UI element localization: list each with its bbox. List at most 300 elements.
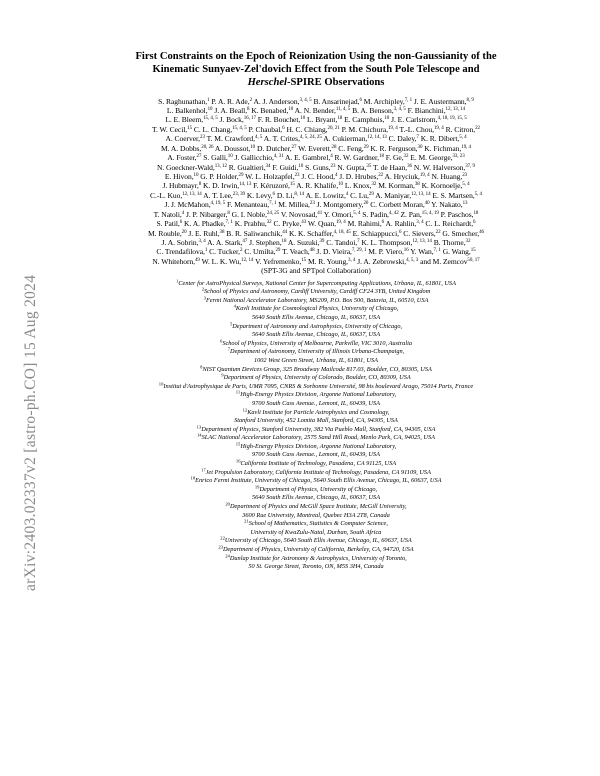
affiliation-number: 15 <box>235 441 241 447</box>
author-affiliation-marker: 4, 31 <box>273 154 284 160</box>
author-name: C. Trendafilova, <box>156 247 205 257</box>
author-affiliation-marker: 4 <box>181 210 185 216</box>
author-affiliation-marker: 10 <box>207 107 213 113</box>
author-affiliation-marker: 7 <box>416 135 419 141</box>
author-name: B. R. Saliwanchik, <box>226 228 283 238</box>
author-name: K. L. Thompson, <box>361 237 413 247</box>
author-affiliation-marker: 23 <box>200 135 205 141</box>
author-affiliation-marker: 10 <box>288 107 294 113</box>
author-name: C. Daley, <box>388 134 417 144</box>
author-affiliation-marker: 3, 4, 5 <box>393 107 406 113</box>
author-affiliation-marker: 10 <box>338 182 343 188</box>
author-name: M. A. Dobbs, <box>160 143 202 153</box>
affiliation-text: University of Chicago, 5640 South Ellis Avenue, Chicago, IL, 60637, USA <box>224 537 412 545</box>
author-name: M. Rahimi, <box>347 219 382 229</box>
author-name: H. C. Chiang, <box>286 124 328 134</box>
affiliation-line <box>60 512 572 521</box>
author-affiliation-marker: 4, 19, 5 <box>210 201 226 207</box>
author-name: C. Umilta, <box>244 247 276 257</box>
author-list <box>60 97 572 267</box>
affiliation-text: Department of Physics, University of Colorado, Boulder, CO, 80309, USA <box>223 374 411 382</box>
affiliation-text: Enrico Fermi Institute, University of Chicago, 5640 South Ellis Avenue, Chicago, IL, 60637, USA <box>195 477 442 485</box>
author-name: Y. Omori, <box>323 209 354 219</box>
author-name: B. Ansarinejad, <box>313 96 360 106</box>
author-name: B. Thorne, <box>433 237 466 247</box>
affiliation-line <box>60 460 572 469</box>
author-affiliation-marker: 18 <box>379 154 384 160</box>
author-name: K. Prabhu, <box>234 219 267 229</box>
author-name: J. Gallicchio, <box>234 153 274 163</box>
author-affiliation-marker: 2 <box>249 97 253 103</box>
author-name: Y. Nakato, <box>431 200 463 210</box>
author-name: F. Menanteau, <box>227 200 270 210</box>
author-affiliation-marker: 7, 1 <box>433 248 441 254</box>
author-name: P. M. Chichura, <box>341 124 388 134</box>
affiliation-number: 10 <box>158 381 164 387</box>
author-affiliation-marker: 10 <box>300 116 306 122</box>
author-affiliation-marker: 32 <box>403 154 409 160</box>
author-name: K. K. Schaffer, <box>288 228 334 238</box>
affiliation-text: 9700 South Cass Avenue., Lemont, IL, 60439, USA <box>252 399 380 407</box>
author-affiliation-marker: 8, 9 <box>466 97 474 103</box>
affiliation-line <box>60 409 572 418</box>
affiliation-entry <box>60 486 572 503</box>
author-affiliation-marker: 6 <box>272 191 275 197</box>
author-name: K. Fichman, <box>424 143 462 153</box>
author-name: C. Pryke, <box>273 219 302 229</box>
author-line <box>60 229 572 238</box>
author-affiliation-marker: 32 <box>465 238 471 244</box>
author-affiliation-marker: 39 <box>319 238 325 244</box>
author-affiliation-marker: 48 <box>309 248 315 254</box>
affiliation-line <box>60 417 572 426</box>
author-affiliation-marker: 1 <box>204 248 208 254</box>
author-name: A. Suzuki, <box>287 237 320 247</box>
affiliation-line <box>60 357 572 366</box>
author-name: E. S. Martsen, <box>432 190 475 200</box>
affiliation-text: School of Mathematics, Statistics & Computer Science, <box>248 520 388 528</box>
affiliation-number: 18 <box>190 475 196 481</box>
author-affiliation-marker: 38 <box>414 182 420 188</box>
affiliation-text: Department of Astronomy, University of Illinois Urbana-Champaign, <box>230 348 405 356</box>
author-line <box>60 238 572 247</box>
author-affiliation-marker: 4, 5, 3 <box>406 257 419 263</box>
author-name: E. M. George, <box>410 153 453 163</box>
author-affiliation-marker: 8 <box>227 210 230 216</box>
author-affiliation-marker: 15, 4, 19 <box>421 210 439 216</box>
affiliation-line <box>60 451 572 460</box>
affiliation-list <box>60 280 572 572</box>
affiliation-line <box>60 288 572 297</box>
author-affiliation-marker: 15, 4, 5 <box>203 116 218 122</box>
author-name: W. L. Holzapfel, <box>245 171 295 181</box>
author-name: S. Patil, <box>156 219 180 229</box>
author-name: A. T. Crites, <box>263 134 300 144</box>
affiliation-text: School of Physics and Astronomy, Cardiff University, Cardiff CF24 3YB, United Kingdom <box>204 288 431 296</box>
affiliation-text: Dunlap Institute for Astronomy & Astrophysics, University of Toronto, <box>229 554 407 562</box>
author-name: E. Camphuis, <box>344 115 385 125</box>
author-name: V. Novosad, <box>280 209 318 219</box>
author-affiliation-marker: 19, 4 <box>433 125 444 131</box>
author-name: W. L. K. Wu, <box>201 256 242 266</box>
author-name: Y. Wan, <box>410 247 434 257</box>
author-affiliation-marker: 38 <box>219 229 225 235</box>
paper-title <box>60 50 572 90</box>
author-name: C. L. Reichardt, <box>425 219 474 229</box>
affiliation-entry <box>60 374 572 383</box>
affiliation-line <box>60 323 572 332</box>
author-name: M. Rouble, <box>148 228 182 238</box>
author-name: S. Galli, <box>203 153 228 163</box>
affiliation-text: SLAC National Accelerator Laboratory, 2575 Sand Hill Road, Menlo Park, CA, 94025, USA <box>201 434 435 442</box>
author-name: A. A. Stark, <box>207 237 243 247</box>
author-affiliation-marker: 3, 4 <box>198 238 206 244</box>
affiliation-entry <box>60 366 572 375</box>
affiliation-entry <box>60 537 572 546</box>
title-line-3-italic: Herschel <box>247 77 287 89</box>
author-affiliation-marker: 29 <box>363 144 369 150</box>
author-line <box>60 172 572 181</box>
author-name: N. Whitehorn, <box>152 256 195 266</box>
affiliation-text: 5640 South Ellis Avenue, Chicago, IL, 60637, USA <box>251 331 381 339</box>
author-affiliation-marker: 28 <box>331 144 337 150</box>
author-affiliation-marker: 12, 13, 14 <box>445 107 466 113</box>
author-name: J. D. Vieira, <box>316 247 352 257</box>
author-affiliation-marker: 6 <box>359 97 362 103</box>
affiliation-line <box>60 305 572 314</box>
author-affiliation-marker: 32 <box>371 182 377 188</box>
author-affiliation-marker: 8, 14 <box>294 191 305 197</box>
affiliation-line <box>60 348 572 357</box>
affiliation-entry <box>60 546 572 555</box>
affiliation-number: 12 <box>242 407 248 413</box>
author-affiliation-marker: 20, 26 <box>201 144 214 150</box>
author-name: J. Hubmayr, <box>162 181 199 191</box>
author-line <box>60 97 572 106</box>
author-affiliation-marker: 10 <box>227 154 233 160</box>
author-name: J. E. Austermann, <box>413 96 467 106</box>
author-name: J. A. Sobrin, <box>161 237 199 247</box>
author-name: M. Millea, <box>278 200 310 210</box>
author-name: A. Coerver, <box>165 134 201 144</box>
author-line <box>60 106 572 115</box>
author-name: A. Maniyar, <box>375 190 412 200</box>
author-affiliation-marker: 23 <box>309 201 315 207</box>
affiliation-line <box>60 366 572 375</box>
title-line-3-rest: -SPIRE Observations <box>287 77 385 89</box>
affiliation-number: 8 <box>200 364 203 370</box>
author-line <box>60 163 572 172</box>
affiliation-number: 13 <box>196 424 202 430</box>
author-affiliation-marker: 7, 1 <box>225 220 233 226</box>
author-name: P. A. R. Ade, <box>211 96 250 106</box>
affiliation-text: Jet Propulsion Laboratory, California Institute of Technology, Pasadena, CA 91109, USA <box>205 468 431 476</box>
author-affiliation-marker: 18 <box>473 210 479 216</box>
author-affiliation-marker: 13, 12 <box>214 163 227 169</box>
author-affiliation-marker: 12, 13, 14 <box>182 191 202 197</box>
affiliation-number: 6 <box>220 338 223 344</box>
affiliation-number: 17 <box>201 467 206 473</box>
author-affiliation-marker: 32 <box>266 220 272 226</box>
affiliation-entry <box>60 477 572 486</box>
author-affiliation-marker: 4 <box>334 172 338 178</box>
affiliation-number: 20 <box>225 501 230 507</box>
author-affiliation-marker: 40 <box>424 201 430 207</box>
affiliation-text: Institut d'Astrophysique de Paris, UMR 7095, CNRS & Sorbonne Université, 98 bis boulevard Arago, 75014 Paris, France <box>163 382 474 390</box>
author-affiliation-marker: 15 <box>301 257 307 263</box>
author-affiliation-marker: 7, 1 <box>269 201 277 207</box>
affiliation-number: 22 <box>220 535 225 541</box>
author-affiliation-marker: 27 <box>196 154 202 160</box>
author-affiliation-marker: 10 <box>250 144 256 150</box>
affiliation-number: 5 <box>229 321 233 327</box>
author-name: E. Hivon, <box>164 171 194 181</box>
affiliation-line <box>60 563 572 572</box>
affiliation-line <box>60 537 572 546</box>
author-name: A. Hryciuk, <box>384 171 420 181</box>
affiliation-line <box>60 426 572 435</box>
arxiv-identifier-stamp: arXiv:2403.02337v2 [astro-ph.CO] 15 Aug 2024 <box>22 274 39 591</box>
author-name: G. Smecher, <box>442 228 480 238</box>
affiliation-number: 9 <box>221 372 224 378</box>
author-line <box>60 125 572 134</box>
author-line <box>60 210 572 219</box>
author-affiliation-marker: 3, 4, 5 <box>299 97 312 103</box>
author-affiliation-marker: 14, 13 <box>239 182 252 188</box>
affiliation-entry <box>60 305 572 322</box>
affiliation-entry <box>60 426 572 435</box>
author-name: J. A. Zebrowski, <box>357 256 407 266</box>
author-name: K. A. Phadke, <box>184 219 226 229</box>
author-affiliation-marker: 22 <box>475 125 480 131</box>
author-affiliation-marker: 11, 4, 5 <box>335 107 351 113</box>
title-block <box>60 50 572 572</box>
affiliation-text: NIST Quantum Devices Group, 325 Broadway Mailcode 817.03, Boulder, CO, 80305, USA <box>202 365 432 373</box>
affiliation-text: Department of Physics, University of California, Berkeley, CA, 94720, USA <box>222 546 414 554</box>
author-name: R. Gualtieri, <box>228 162 266 172</box>
affiliation-text: California Institute of Technology, Pasadena, CA 91125, USA <box>240 460 397 468</box>
affiliation-line <box>60 555 572 564</box>
author-line <box>60 134 572 143</box>
author-affiliation-marker: 5, 4 <box>459 135 467 141</box>
affiliation-text: 5640 South Ellis Avenue, Chicago, IL, 60637, USA <box>251 313 381 321</box>
author-affiliation-marker: 5, 4 <box>353 210 361 216</box>
affiliation-line <box>60 314 572 323</box>
author-name: T. de Haan, <box>372 162 408 172</box>
author-affiliation-marker: 36 <box>407 163 412 169</box>
author-name: E. Schiappucci, <box>352 228 399 238</box>
author-affiliation-marker: 15 <box>187 125 193 131</box>
author-name: C. Corbett Moran, <box>370 200 425 210</box>
author-affiliation-marker: 15 <box>289 182 295 188</box>
author-name: M. Korman, <box>378 181 415 191</box>
affiliation-text: 50 St. George Street, Toronto, ON, M5S 3H4, Canada <box>248 563 384 571</box>
author-affiliation-marker: 46 <box>479 229 484 235</box>
affiliation-text: High-Energy Physics Division, Argonne National Laboratory, <box>240 442 397 450</box>
author-line <box>60 181 572 190</box>
author-name: G. P. Holder, <box>200 171 239 181</box>
title-line-1: First Constraints on the Epoch of Reionization Using the non-Gaussianity of the <box>135 51 497 62</box>
author-name: J. Bock, <box>219 115 244 125</box>
author-name: A. N. Bender, <box>294 106 336 116</box>
author-affiliation-marker: 6 <box>473 220 476 226</box>
author-name: M. Archipley, <box>363 96 405 106</box>
author-name: P. Chaubal, <box>248 124 283 134</box>
author-affiliation-marker: 44 <box>282 229 288 235</box>
author-affiliation-marker: 15 <box>470 248 476 254</box>
author-name: J. E. Carlstrom, <box>391 115 438 125</box>
author-affiliation-marker: 4, 5, 24, 25 <box>299 135 322 141</box>
author-name: W. Quan, <box>307 219 336 229</box>
author-name: K. Kornoelje, <box>421 181 463 191</box>
author-affiliation-marker: 22 <box>378 172 384 178</box>
affiliation-entry <box>60 288 572 297</box>
affiliation-entry <box>60 409 572 426</box>
author-name: K. Benabed, <box>251 106 289 116</box>
affiliation-entry <box>60 503 572 520</box>
affiliation-entry <box>60 348 572 365</box>
author-name: C. Tandoi, <box>326 237 358 247</box>
affiliation-number: 24 <box>225 553 230 559</box>
author-name: G. Wang, <box>442 247 471 257</box>
author-name: A. E. Lowitz, <box>305 190 346 200</box>
affiliation-text: Department of Physics, Stanford University, 382 Via Pueblo Mall, Stanford, CA, 94305, USA <box>201 425 436 433</box>
author-affiliation-marker: 23 <box>462 172 468 178</box>
author-line <box>60 200 572 209</box>
author-name: and M. Zemcov <box>420 256 468 266</box>
author-name: N. Goeckner-Wald, <box>156 162 215 172</box>
author-line <box>60 191 572 200</box>
affiliation-entry <box>60 434 572 443</box>
author-affiliation-marker: 49 <box>194 257 200 263</box>
author-affiliation-marker: 41 <box>317 210 323 216</box>
author-name: G. I. Noble, <box>231 209 267 219</box>
author-name: C. Sievers, <box>403 228 436 238</box>
author-name: L. Knox, <box>344 181 372 191</box>
author-name: J. A. Beall, <box>214 106 248 116</box>
author-affiliation-marker: 4, 18, 45 <box>333 229 351 235</box>
author-name: K. R. Dibert, <box>420 134 460 144</box>
affiliation-text: Department of Astronomy and Astrophysics, University of Chicago, <box>232 322 403 330</box>
affiliation-entry <box>60 391 572 408</box>
affiliation-text: Fermi National Accelerator Laboratory, MS209, P.O. Box 500, Batavia, IL, 60510, USA <box>205 296 429 304</box>
affiliation-number: 1 <box>176 278 179 284</box>
affiliation-number: 4 <box>233 303 236 309</box>
author-name: A. E. Gambrel, <box>285 153 331 163</box>
author-affiliation-marker: 23 <box>330 163 336 169</box>
author-name: A. T. Lee, <box>203 190 233 200</box>
author-affiliation-marker: 12, 13, 14 <box>412 238 432 244</box>
author-line <box>60 257 572 266</box>
author-affiliation-marker: 6 <box>381 220 385 226</box>
author-affiliation-marker: 50, 17 <box>467 257 480 263</box>
author-name: D. Li, <box>276 190 295 200</box>
affiliation-line <box>60 434 572 443</box>
author-affiliation-marker: 37, 9 <box>465 163 475 169</box>
affiliation-entry <box>60 280 572 289</box>
author-name: A. J. Anderson, <box>253 96 300 106</box>
author-affiliation-marker: 4, 18, 19, 15, 5 <box>437 116 467 122</box>
author-affiliation-marker: 6 <box>282 125 285 131</box>
affiliation-text: Kavli Institute for Cosmological Physics, University of Chicago, <box>235 305 399 313</box>
affiliation-text: Department of Physics and McGill Space Institute, McGill University, <box>229 503 407 511</box>
author-affiliation-marker: 5, 4 <box>462 182 470 188</box>
author-name: F. Guidi, <box>272 162 299 172</box>
author-name: S. Raghunathan, <box>158 96 208 106</box>
author-affiliation-marker: 19, 4 <box>387 125 398 131</box>
author-name: C. Tucker, <box>209 247 241 257</box>
author-affiliation-marker: 27 <box>291 144 297 150</box>
affiliation-number: 11 <box>235 389 241 395</box>
author-name: D. Dutcher, <box>256 143 292 153</box>
author-name: T.-L. Chou, <box>399 124 434 134</box>
author-affiliation-marker: 6 <box>398 229 402 235</box>
affiliation-number: 2 <box>201 286 205 292</box>
affiliation-number: 19 <box>254 484 260 490</box>
author-name: T. Veach, <box>282 247 310 257</box>
author-affiliation-marker: 10 <box>298 163 304 169</box>
author-name: F. Ge, <box>385 153 404 163</box>
author-affiliation-marker: 20, 21 <box>327 125 340 131</box>
affiliation-number: 14 <box>197 432 202 438</box>
author-affiliation-marker: 19, 4 <box>461 144 472 150</box>
author-line <box>60 219 572 228</box>
author-affiliation-marker: 4, 5 <box>255 135 263 141</box>
author-name: T. M. Crawford, <box>206 134 255 144</box>
affiliation-number: 21 <box>244 518 249 524</box>
author-name: K. Levy, <box>246 190 273 200</box>
affiliation-number: 3 <box>203 295 206 301</box>
author-affiliation-marker: 47 <box>242 238 248 244</box>
author-name: J. Stephen, <box>249 237 282 247</box>
affiliation-line <box>60 374 572 383</box>
affiliation-text: 9700 South Cass Avenue., Lemont, IL, 60439, USA <box>252 451 380 459</box>
affiliation-text: University of KwaZulu-Natal, Durban, South Africa <box>250 528 382 536</box>
affiliation-line <box>60 443 572 452</box>
author-affiliation-marker: 8 <box>198 182 202 188</box>
author-affiliation-marker: 7, 29, 1 <box>351 248 367 254</box>
author-name: A. Doussot, <box>214 143 251 153</box>
author-affiliation-marker: 35 <box>366 163 372 169</box>
author-name: L. Bryant, <box>307 115 338 125</box>
affiliation-number: 23 <box>218 544 223 550</box>
author-affiliation-marker: 15, 4, 5 <box>232 125 247 131</box>
author-affiliation-marker: 43 <box>301 220 307 226</box>
author-affiliation-marker: 18 <box>281 238 287 244</box>
author-affiliation-marker: 6 <box>179 220 183 226</box>
author-affiliation-marker: 23 <box>294 172 300 178</box>
author-affiliation-marker: 16 <box>403 248 409 254</box>
author-affiliation-marker: 30 <box>417 144 423 150</box>
affiliation-entry <box>60 520 572 537</box>
author-name: N. Huang, <box>431 171 463 181</box>
author-affiliation-marker: 2 <box>240 248 243 254</box>
author-affiliation-marker: 4 <box>345 191 349 197</box>
affiliation-line <box>60 469 572 478</box>
author-name: L. E. Bleem, <box>165 115 204 125</box>
affiliation-text: Center for AstroPhysical Surveys, National Center for Supercomputing Applications, Urbana, IL, 61801, USA <box>178 279 456 287</box>
author-affiliation-marker: 8 <box>247 107 250 113</box>
affiliation-line <box>60 520 572 529</box>
author-name: J. P. Nibarger, <box>186 209 228 219</box>
affiliation-line <box>60 477 572 486</box>
author-affiliation-marker: 18 <box>337 116 343 122</box>
author-name: F. Kéruzoré, <box>253 181 290 191</box>
author-name: F. Bianchini, <box>407 106 446 116</box>
author-affiliation-marker: 12, 13, 14 <box>411 191 431 197</box>
author-affiliation-marker: 7 <box>357 238 360 244</box>
author-affiliation-marker: 3, 4 <box>348 257 356 263</box>
